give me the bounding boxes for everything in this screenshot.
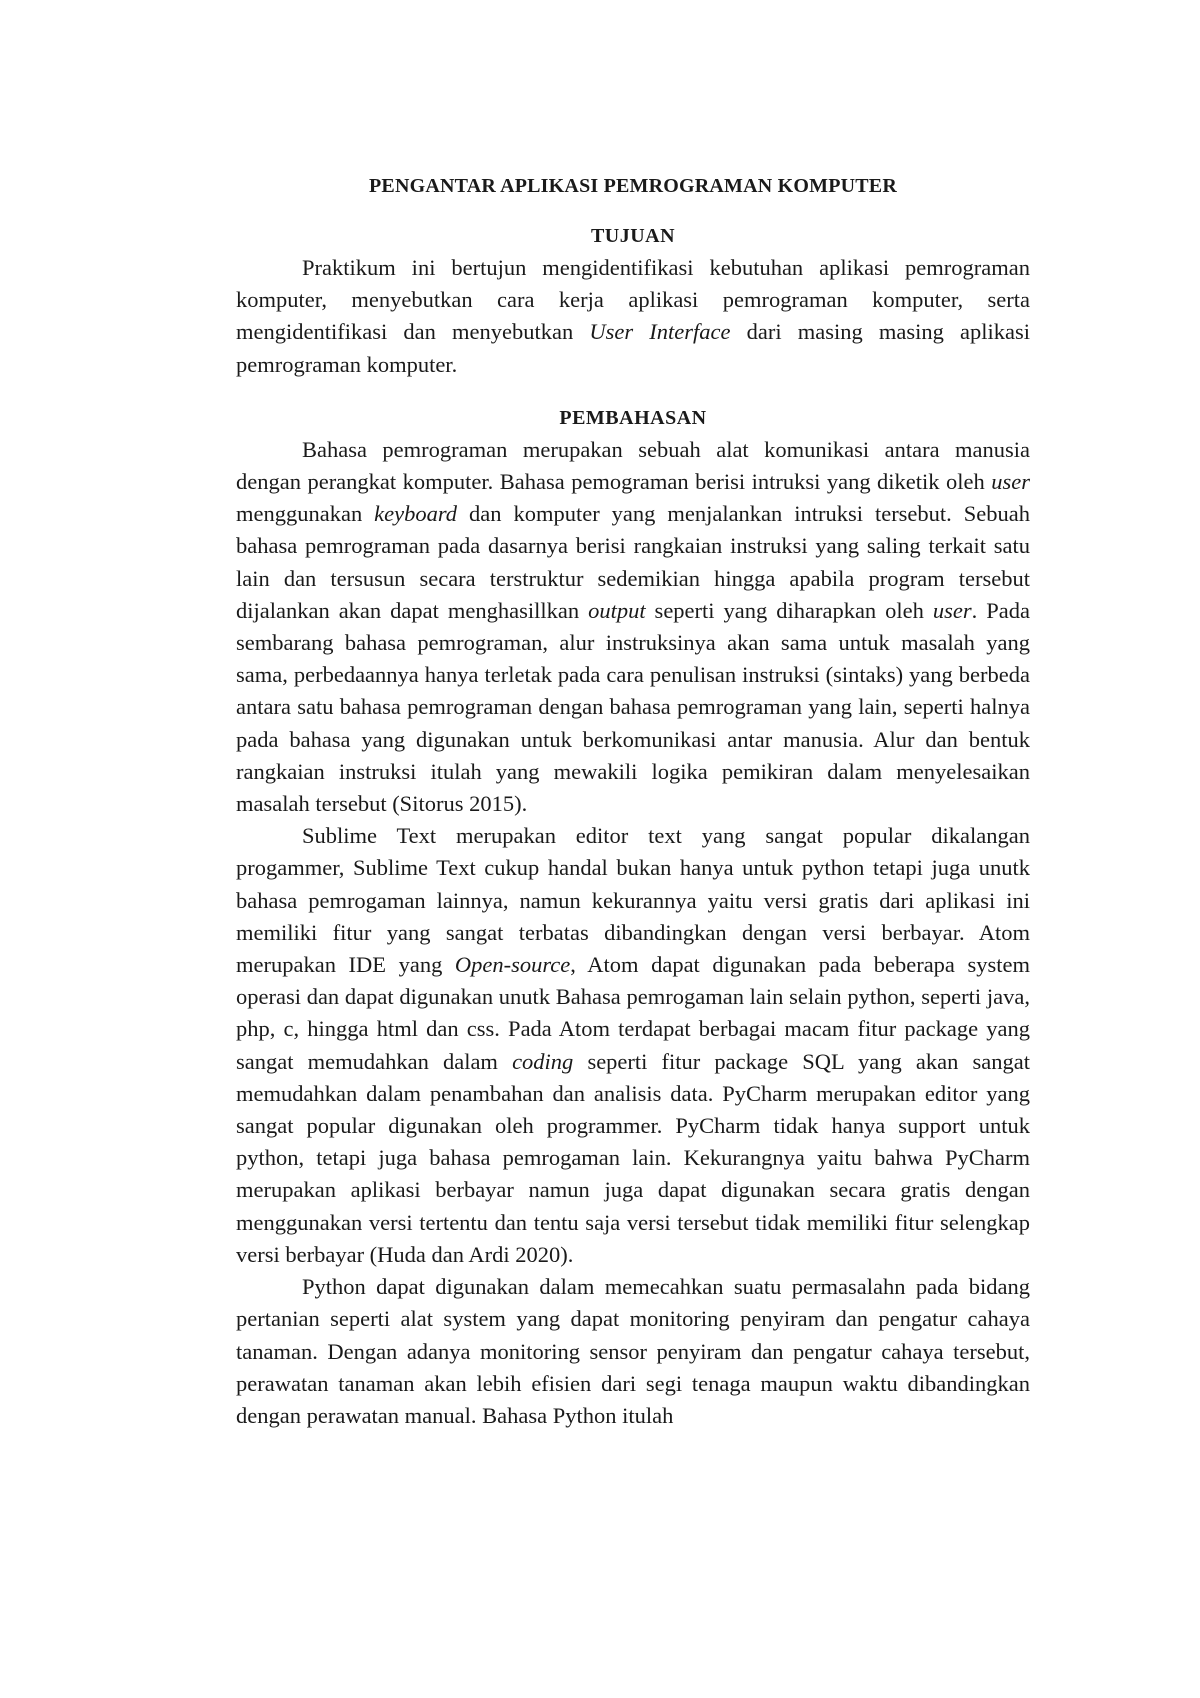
page-title: PENGANTAR APLIKASI PEMROGRAMAN KOMPUTER: [369, 175, 897, 197]
section-heading-pembahasan: PEMBAHASAN: [559, 406, 707, 429]
italic-term: Open-source: [454, 952, 571, 978]
tujuan-paragraph: Praktikum ini bertujun mengidentifikasi kebutuhan aplikasi pemrograman komputer, menyebutkan cara kerja aplikasi pemrograman komputer, serta mengidentifikasi dan menyebutkan User Interface dari masing masing aplikasi pemrograman komputer.: [236, 255, 1030, 377]
italic-term: output: [588, 597, 646, 623]
italic-term: User Interface: [589, 319, 731, 345]
pembahasan-paragraph-2: Sublime Text merupakan editor text yang sangat popular dikalangan progammer, Sublime Text cukup handal bukan hanya untuk python tetapi juga unutk bahasa pemrogaman lainnya, namun kekurannya yaitu versi gratis dari aplikasi ini memiliki fitur yang sangat terbatas dibandingkan dengan versi berbayar. Atom merupakan IDE yang Open-source, Atom dapat digunakan pada beberapa system operasi dan dapat digunakan unutk Bahasa pemrogaman lain selain python, seperti java, php, c, hingga html dan css. Pada Atom terdapat berbagai macam fitur package yang sangat memudahkan dalam coding seperti fitur package SQL yang akan sangat memudahkan dalam penambahan dan analisis data. PyCharm merupakan editor yang sangat popular digunakan oleh programmer. PyCharm tidak hanya support untuk python, tetapi juga bahasa pemrogaman lain. Kekurangnya yaitu bahwa PyCharm merupakan aplikasi berbayar namun juga dapat digunakan secara gratis dengan menggunakan versi tertentu dan tentu saja versi tersebut tidak memiliki fitur selengkap versi berbayar (Huda dan Ardi 2020).: [236, 823, 1030, 1267]
italic-term: user: [991, 469, 1030, 495]
pembahasan-paragraph-1: Bahasa pemrograman merupakan sebuah alat komunikasi antara manusia dengan perangkat komputer. Bahasa pemograman berisi intruksi yang diketik oleh user menggunakan keyboard dan komputer yang menjalankan intruksi tersebut. Sebuah bahasa pemrograman pada dasarnya berisi rangkaian instruksi yang saling terkait satu lain dan tersusun secara terstruktur sedemikian hingga apabila program tersebut dijalankan akan dapat menghasillkan output seperti yang diharapkan oleh user. Pada sembarang bahasa pemrograman, alur instruksinya akan sama untuk masalah yang sama, perbedaannya hanya terletak pada cara penulisan instruksi (sintaks) yang berbeda antara satu bahasa pemrograman dengan bahasa pemrograman yang lain, seperti halnya pada bahasa yang digunakan untuk berkomunikasi antar manusia. Alur dan bentuk rangkaian instruksi itulah yang mewakili logika pemikiran dalam menyelesaikan masalah tersebut (Sitorus 2015).: [236, 436, 1030, 817]
pembahasan-paragraph-3: Python dapat digunakan dalam memecahkan suatu permasalahn pada bidang pertanian seperti alat system yang dapat monitoring penyiram dan pengatur cahaya tanaman. Dengan adanya monitoring sensor penyiram dan pengatur cahaya tersebut, perawatan tanaman akan lebih efisien dari segi tenaga maupun waktu dibandingkan dengan perawatan manual. Bahasa Python itulah: [236, 1274, 1030, 1428]
italic-term: user: [932, 597, 972, 623]
italic-term: keyboard: [374, 501, 458, 527]
italic-term: coding: [512, 1048, 574, 1074]
section-heading-tujuan: TUJUAN: [590, 225, 676, 247]
document-body: [236, 170, 1030, 1432]
